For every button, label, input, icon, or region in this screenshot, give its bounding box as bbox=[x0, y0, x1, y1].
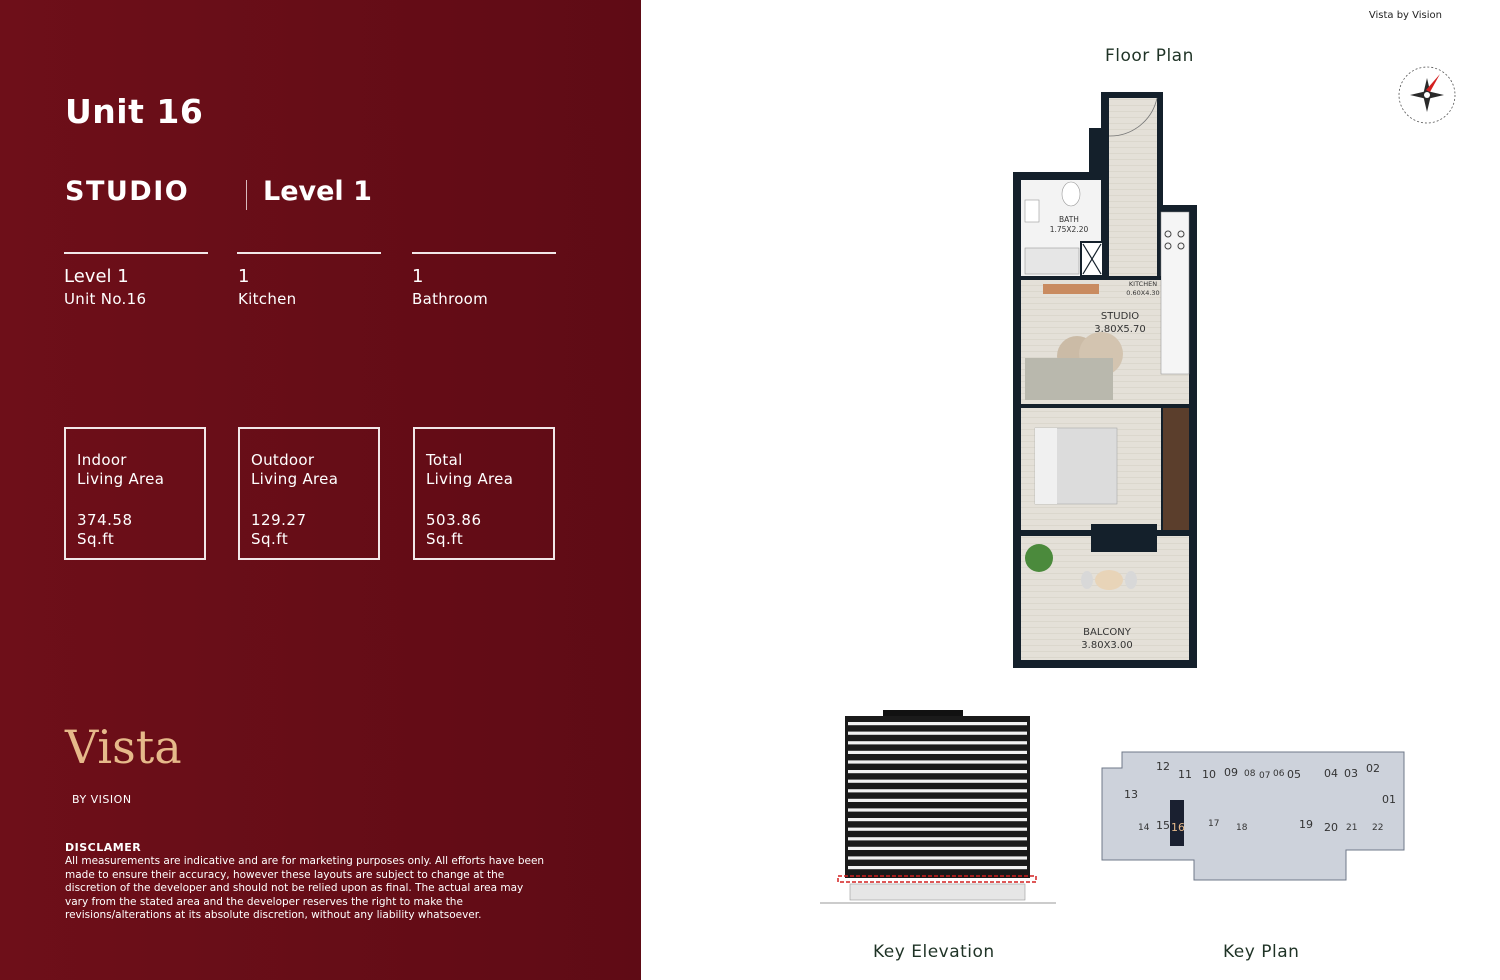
stat-value: 1 bbox=[412, 266, 424, 287]
compass-icon bbox=[1396, 64, 1458, 126]
indoor-area-box bbox=[64, 427, 206, 560]
area-label bbox=[77, 451, 164, 489]
unit-label-highlighted: 16 bbox=[1171, 821, 1185, 834]
elevation-floor-band bbox=[848, 856, 1027, 859]
unit-label: 09 bbox=[1224, 766, 1238, 779]
unit-label: 19 bbox=[1299, 818, 1313, 831]
unit-label: 03 bbox=[1344, 767, 1358, 780]
stat-value: 1 bbox=[238, 266, 250, 287]
area-number: 374.58 bbox=[77, 511, 133, 529]
floor-plan-caption: Floor Plan bbox=[1105, 46, 1194, 66]
elevation-floor-band bbox=[848, 741, 1027, 744]
stat-kitchen bbox=[238, 266, 296, 308]
elevation-floor-band bbox=[848, 828, 1027, 831]
stat-value: Level 1 bbox=[64, 266, 129, 287]
area-label-line2: Living Area bbox=[77, 470, 165, 488]
elevation-floor-band bbox=[848, 789, 1027, 792]
area-label-line1: Outdoor bbox=[251, 451, 315, 469]
unit-label: 04 bbox=[1324, 767, 1338, 780]
disclaimer-heading: DISCLAMER bbox=[65, 841, 142, 854]
kitchen-label: KITCHEN bbox=[1128, 280, 1158, 288]
elevation-floor-band bbox=[848, 722, 1027, 725]
studio-label: STUDIO bbox=[1100, 311, 1140, 322]
unit-label: 21 bbox=[1346, 823, 1358, 833]
unit-label: 11 bbox=[1178, 768, 1192, 781]
kitchen-counter bbox=[1161, 212, 1189, 374]
unit-label: 17 bbox=[1208, 819, 1220, 829]
wardrobe bbox=[1163, 408, 1189, 530]
area-label bbox=[251, 451, 338, 489]
stat-rule bbox=[237, 252, 381, 254]
plant bbox=[1025, 544, 1053, 572]
studio-dim: 3.80X5.70 bbox=[1094, 324, 1146, 335]
area-number: 129.27 bbox=[251, 511, 307, 529]
unit-level: Level 1 bbox=[263, 176, 372, 207]
elevation-floor-band bbox=[848, 818, 1027, 821]
stat-rule bbox=[64, 252, 208, 254]
brand-subtitle: BY VISION bbox=[72, 793, 132, 806]
key-elevation-drawing bbox=[818, 708, 1058, 908]
unit-label: 06 bbox=[1273, 769, 1285, 779]
elevation-floor-band bbox=[848, 770, 1027, 773]
unit-label: 10 bbox=[1202, 768, 1216, 781]
outdoor-area-box bbox=[238, 427, 380, 560]
area-label-line2: Living Area bbox=[426, 470, 514, 488]
elevation-floor-band bbox=[848, 837, 1027, 840]
balcony-label: BALCONY bbox=[1083, 627, 1131, 638]
area-label-line1: Total bbox=[426, 451, 463, 469]
area-label bbox=[426, 451, 513, 489]
area-label-line1: Indoor bbox=[77, 451, 127, 469]
unit-label: 12 bbox=[1156, 760, 1170, 773]
area-label-line2: Living Area bbox=[251, 470, 339, 488]
unit-label: 05 bbox=[1287, 768, 1301, 781]
title-divider bbox=[246, 180, 247, 210]
elevation-floor-band bbox=[848, 847, 1027, 850]
entry-floor bbox=[1109, 98, 1157, 288]
area-unit: Sq.ft bbox=[251, 530, 289, 548]
area-number: 503.86 bbox=[426, 511, 482, 529]
stat-rule bbox=[412, 252, 556, 254]
balcony-dim: 3.80X3.00 bbox=[1081, 640, 1133, 651]
brand-logo: Vista bbox=[65, 720, 182, 774]
floor-plan-drawing bbox=[1005, 88, 1210, 676]
unit-label: 18 bbox=[1236, 823, 1248, 833]
unit-label: 07 bbox=[1259, 771, 1271, 781]
unit-label: 15 bbox=[1156, 819, 1170, 832]
elevation-floor-band bbox=[848, 799, 1027, 802]
stat-level bbox=[64, 266, 146, 308]
area-value bbox=[426, 511, 482, 549]
key-plan-caption: Key Plan bbox=[1223, 942, 1300, 962]
unit-label: 02 bbox=[1366, 762, 1380, 775]
unit-label: 22 bbox=[1372, 823, 1384, 833]
stat-label: Kitchen bbox=[238, 290, 297, 308]
total-area-box bbox=[413, 427, 555, 560]
elevation-floor-band bbox=[848, 751, 1027, 754]
stat-bathroom bbox=[412, 266, 488, 308]
unit-label: 14 bbox=[1138, 823, 1150, 833]
key-plan-drawing bbox=[1098, 748, 1408, 884]
stat-label: Unit No.16 bbox=[64, 290, 147, 308]
unit-label: 08 bbox=[1244, 769, 1256, 779]
elevation-floor-band bbox=[848, 760, 1027, 763]
disclaimer-text: All measurements are indicative and are for marketing purposes only. All efforts have been made to ensure their accuracy, however these layouts are subject to change at the discretion of the developer and should not be relied upon as final. The actual area may vary from the stated area and the developer reserves the right to make the revisions/alterations at its absolute discretion, without any liability whatsoever. bbox=[65, 855, 545, 922]
elevation-floor-band bbox=[848, 866, 1027, 869]
info-panel bbox=[0, 0, 641, 980]
unit-label: 13 bbox=[1124, 788, 1138, 801]
corner-brand: Vista by Vision bbox=[1368, 10, 1442, 21]
key-elevation-caption: Key Elevation bbox=[873, 942, 995, 962]
unit-type: STUDIO bbox=[65, 176, 190, 207]
sofa bbox=[1025, 358, 1113, 400]
unit-title: Unit 16 bbox=[65, 92, 204, 131]
bath-label: BATH bbox=[1059, 215, 1079, 224]
unit-label: 20 bbox=[1324, 821, 1338, 834]
area-unit: Sq.ft bbox=[77, 530, 115, 548]
elevation-floor-band bbox=[848, 808, 1027, 811]
tv-console bbox=[1043, 284, 1099, 294]
area-value bbox=[251, 511, 307, 549]
elevation-floor-band bbox=[848, 732, 1027, 735]
unit-label: 01 bbox=[1382, 793, 1396, 806]
elevation-floor-band bbox=[848, 780, 1027, 783]
bath-dim: 1.75X2.20 bbox=[1049, 225, 1089, 234]
area-unit: Sq.ft bbox=[426, 530, 464, 548]
area-value bbox=[77, 511, 133, 549]
stat-label: Bathroom bbox=[412, 290, 489, 308]
kitchen-dim: 0.60X4.30 bbox=[1126, 289, 1160, 297]
